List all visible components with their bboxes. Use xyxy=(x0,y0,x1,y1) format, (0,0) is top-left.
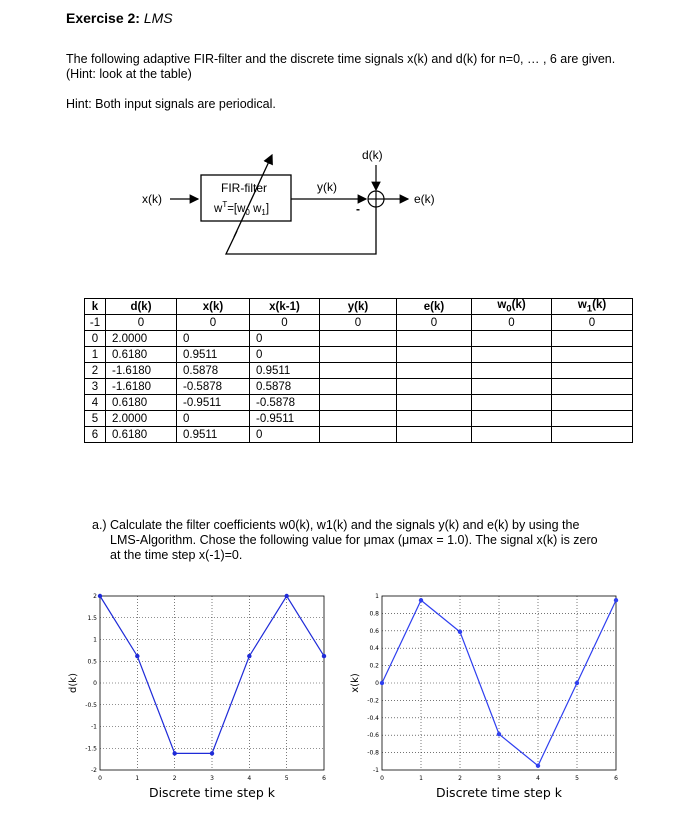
x-tick-label: 0 xyxy=(98,775,102,782)
data-point xyxy=(575,681,579,685)
table-cell xyxy=(397,363,472,379)
question-line-1: Calculate the filter coefficients w0(k), w1(k) and the signals y(k) and e(k) by using the xyxy=(110,518,580,532)
y-tick-label: 0 xyxy=(375,680,379,687)
filter-weights: $w^T=[w_0$ $w_1$] xyxy=(214,200,270,217)
x-tick-label: 4 xyxy=(536,775,540,782)
table-row xyxy=(85,395,633,411)
data-point xyxy=(497,732,501,736)
x-tick-label: 6 xyxy=(322,775,326,782)
x-axis-label: Discrete time step k xyxy=(148,785,276,800)
table-cell xyxy=(552,363,633,379)
table-cell: -0.5878 xyxy=(177,379,250,395)
table-cell xyxy=(472,411,552,427)
table-cell: 0 xyxy=(397,315,472,331)
table-cell: 0 xyxy=(177,315,250,331)
table-cell: 0 xyxy=(552,315,633,331)
question-line-2: LMS-Algorithm. Chose the following value for μmax (μmax = 1.0). The signal x(k) is zero xyxy=(110,533,598,547)
filter-label: FIR-filter xyxy=(221,181,267,195)
table-cell xyxy=(552,331,633,347)
table-cell: 2.0000 xyxy=(106,411,177,427)
table-cell xyxy=(472,427,552,443)
table-cell xyxy=(552,395,633,411)
table-cell xyxy=(472,395,552,411)
table-cell xyxy=(397,379,472,395)
y-tick-label: 0.8 xyxy=(369,610,379,618)
table-cell xyxy=(320,427,397,443)
header-x: x(k) xyxy=(177,299,250,315)
table-cell: 0 xyxy=(177,331,250,347)
table-cell xyxy=(397,395,472,411)
table-cell: 0 xyxy=(472,315,552,331)
table-cell: 2.0000 xyxy=(106,331,177,347)
x-tick-label: 5 xyxy=(284,775,289,782)
table-row xyxy=(85,379,633,395)
table-cell: -1.6180 xyxy=(106,363,177,379)
table-cell: 0 xyxy=(250,331,320,347)
y-tick-label: 2 xyxy=(93,593,97,600)
exercise-label: Exercise 2: xyxy=(66,10,140,26)
y-tick-label: 0.5 xyxy=(87,658,97,666)
x-tick-label: 3 xyxy=(210,775,214,782)
x-tick-label: 0 xyxy=(380,775,384,782)
data-point xyxy=(614,598,618,602)
x-tick-label: 3 xyxy=(497,775,501,782)
y-tick-label: 1.5 xyxy=(87,614,97,622)
y-tick-label: 0 xyxy=(93,680,97,687)
table-cell xyxy=(320,379,397,395)
x-tick-label: 1 xyxy=(135,775,140,782)
table-cell: 4 xyxy=(85,395,106,411)
y-tick-label: 1 xyxy=(375,593,379,600)
table-cell: 0 xyxy=(177,411,250,427)
question-number: a.) xyxy=(92,518,107,532)
table-cell xyxy=(472,331,552,347)
output-label: y(k) xyxy=(317,180,337,194)
question-line-3: at the time step x(-1)=0. xyxy=(110,548,243,562)
y-tick-label: 0.6 xyxy=(369,627,379,635)
table-cell: 1 xyxy=(85,347,106,363)
table-cell: 6 xyxy=(85,427,106,443)
header-x-prev: x(k-1) xyxy=(250,299,320,315)
table-cell: -1 xyxy=(85,315,106,331)
data-point xyxy=(135,654,139,658)
table-cell: -0.9511 xyxy=(250,411,320,427)
y-axis-label: x(k) xyxy=(350,673,361,693)
table-cell xyxy=(552,411,633,427)
table-cell: 0.9511 xyxy=(177,427,250,443)
data-point xyxy=(284,594,288,598)
table-cell xyxy=(397,331,472,347)
table-row xyxy=(85,331,633,347)
table-cell: 0 xyxy=(106,315,177,331)
header-y: y(k) xyxy=(320,299,397,315)
y-tick-label: 0.4 xyxy=(369,645,379,653)
x-tick-label: 6 xyxy=(614,775,618,782)
hint-text: Hint: Both input signals are periodical. xyxy=(66,97,276,111)
lms-table xyxy=(84,298,633,443)
y-tick-label: 1 xyxy=(93,636,97,644)
header-w1: $w_1(k)$ xyxy=(552,299,633,315)
table-cell xyxy=(472,347,552,363)
y-tick-label: -1 xyxy=(373,767,379,774)
table-cell: 0.6180 xyxy=(106,427,177,443)
table-cell: 3 xyxy=(85,379,106,395)
data-point xyxy=(172,751,176,755)
chart-x xyxy=(340,590,630,815)
x-tick-label: 4 xyxy=(247,775,252,782)
table-cell: 0 xyxy=(85,331,106,347)
table-row xyxy=(85,411,633,427)
table-cell: 0.9511 xyxy=(177,347,250,363)
exercise-title xyxy=(66,10,173,26)
table-cell xyxy=(472,379,552,395)
table-cell xyxy=(320,347,397,363)
x-tick-label: 2 xyxy=(172,775,177,782)
table-cell: -0.5878 xyxy=(250,395,320,411)
x-tick-label: 5 xyxy=(575,775,579,782)
table-cell: 2 xyxy=(85,363,106,379)
data-point xyxy=(536,764,540,768)
table-cell: 0 xyxy=(250,347,320,363)
x-tick-label: 1 xyxy=(419,775,423,782)
table-cell: -1.6180 xyxy=(106,379,177,395)
table-cell xyxy=(397,427,472,443)
data-point xyxy=(98,594,102,598)
desired-label: d(k) xyxy=(362,148,383,162)
header-e: e(k) xyxy=(397,299,472,315)
input-label: x(k) xyxy=(142,192,162,206)
table-cell xyxy=(397,347,472,363)
table-cell xyxy=(320,395,397,411)
question-a xyxy=(92,518,652,563)
table-cell: 0.5878 xyxy=(250,379,320,395)
table-row xyxy=(85,427,633,443)
data-point xyxy=(247,654,251,658)
table-cell xyxy=(552,379,633,395)
table-row xyxy=(85,363,633,379)
header-w0: $w_0(k)$ xyxy=(472,299,552,315)
table-cell xyxy=(397,411,472,427)
error-label: e(k) xyxy=(414,192,435,206)
table-cell: 0.6180 xyxy=(106,395,177,411)
exercise-name: LMS xyxy=(143,10,173,26)
y-tick-label: -1.5 xyxy=(85,745,97,753)
y-tick-label: -1 xyxy=(91,723,97,731)
table-header-row xyxy=(85,299,633,315)
table-cell: 5 xyxy=(85,411,106,427)
table-cell: 0.5878 xyxy=(177,363,250,379)
fir-filter-diagram xyxy=(0,140,687,290)
y-tick-label: -0.2 xyxy=(367,697,379,705)
x-axis-label: Discrete time step k xyxy=(435,785,563,800)
table-row xyxy=(85,347,633,363)
table-cell xyxy=(552,347,633,363)
y-tick-label: -0.6 xyxy=(367,732,379,740)
table-cell: 0 xyxy=(320,315,397,331)
y-tick-label: -2 xyxy=(91,767,97,774)
y-axis-label: d(k) xyxy=(68,673,79,693)
header-d: d(k) xyxy=(106,299,177,315)
minus-sign: - xyxy=(356,202,360,216)
table-cell xyxy=(552,427,633,443)
table-cell: 0 xyxy=(250,315,320,331)
y-tick-label: -0.8 xyxy=(367,749,379,757)
x-tick-label: 2 xyxy=(458,775,462,782)
table-cell: 0 xyxy=(250,427,320,443)
intro-text: The following adaptive FIR-filter and the discrete time signals x(k) and d(k) for n=0, … , 6 are given. (Hint: look at the table) xyxy=(66,52,616,81)
table-cell xyxy=(320,411,397,427)
table-cell xyxy=(320,331,397,347)
data-point xyxy=(380,681,384,685)
table-row xyxy=(85,315,633,331)
chart-d xyxy=(60,590,350,815)
table-cell: 0.9511 xyxy=(250,363,320,379)
table-cell xyxy=(472,363,552,379)
data-point xyxy=(322,654,326,658)
header-k: k xyxy=(85,299,106,315)
data-point xyxy=(419,598,423,602)
table-cell: 0.6180 xyxy=(106,347,177,363)
data-point xyxy=(458,630,462,634)
y-tick-label: -0.5 xyxy=(85,701,97,709)
data-point xyxy=(210,751,214,755)
table-cell: -0.9511 xyxy=(177,395,250,411)
table-cell xyxy=(320,363,397,379)
y-tick-label: -0.4 xyxy=(367,714,379,722)
y-tick-label: 0.2 xyxy=(369,662,379,670)
